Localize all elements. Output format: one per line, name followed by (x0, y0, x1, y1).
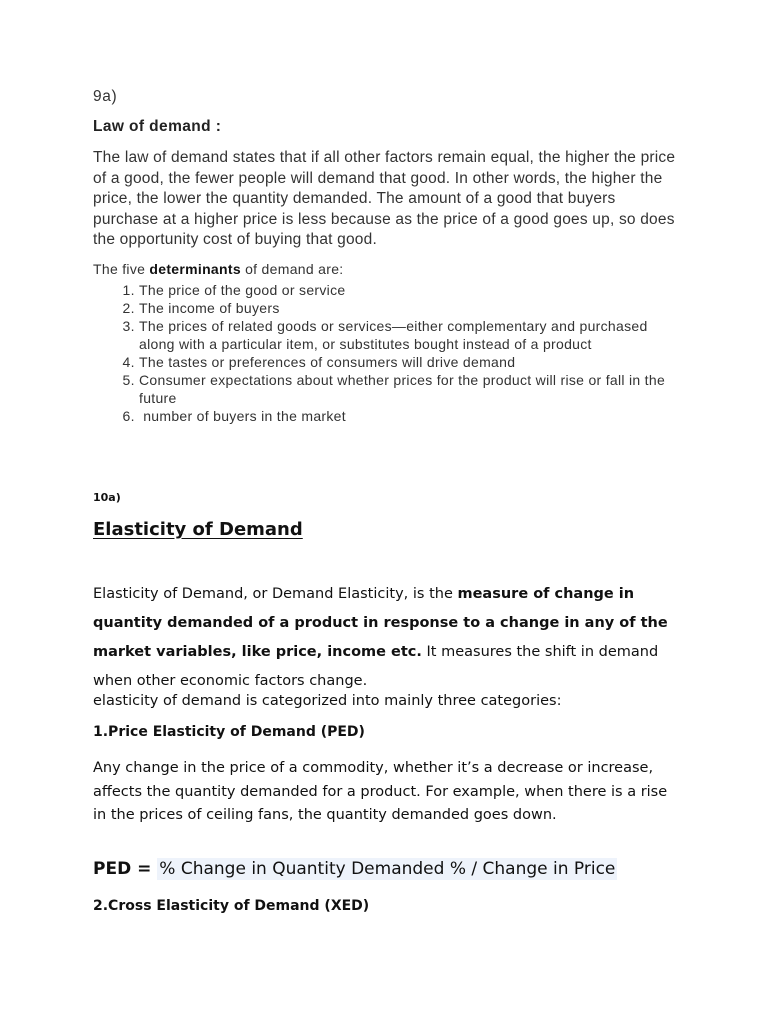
law-of-demand-heading: Law of demand : (93, 118, 222, 135)
elasticity-categories-intro: elasticity of demand is categorized into mainly three categories: (93, 693, 562, 709)
ped-formula-expression: % Change in Quantity Demanded % / Change in Price (159, 859, 616, 879)
determinants-intro-suffix: of demand are: (240, 261, 344, 277)
determinant-item: 5. Consumer expectations about whether prices for the product will rise or fall in the future (139, 371, 683, 407)
determinant-item: 6. number of buyers in the market (139, 407, 683, 425)
question-label-10a: 10a) (93, 491, 121, 504)
determinant-item: 2. The income of buyers (139, 299, 683, 317)
ped-paragraph: Any change in the price of a commodity, whether it’s a decrease or increase, affects the quantity demanded for a product. For example, when there is a rise in the prices of ceiling fans, the quantity demanded goes down. (93, 760, 668, 823)
elasticity-definition-bold: measure of change in quantity demanded of a product in response to a change in any of the market variables, like price, income etc. (93, 586, 668, 660)
determinants-intro (93, 261, 343, 277)
determinants-intro-bold: determinants (149, 261, 241, 277)
law-of-demand-paragraph: The law of demand states that if all other factors remain equal, the higher the price of a good, the fewer people will demand that good. In other words, the higher the price, the lower the quantity demanded. The amount of a good that buyers purchase at a higher price is less because as the price of a good goes up, so does the opportunity cost of buying that good. (93, 149, 676, 248)
elasticity-definition-start: Elasticity of Demand, or Demand Elasticity, is the (93, 586, 458, 602)
elasticity-definition-end: It measures the shift in demand (421, 644, 659, 660)
determinant-item: 1. The price of the good or service (139, 281, 683, 299)
question-label-9a: 9a) (93, 88, 118, 105)
ped-heading: 1.Price Elasticity of Demand (PED) (93, 724, 365, 740)
elasticity-heading: Elasticity of Demand (93, 519, 303, 540)
xed-heading: 2.Cross Elasticity of Demand (XED) (93, 898, 370, 914)
ped-formula-label: PED = (93, 859, 158, 879)
determinants-list (93, 281, 683, 425)
elasticity-definition-line2: when other economic factors change. (93, 673, 368, 689)
ped-formula (93, 859, 617, 879)
determinant-item: 3. The prices of related goods or services—either complementary and purchased along with a particular item, or substitutes bought instead of a product (139, 317, 683, 353)
elasticity-definition-paragraph (93, 580, 683, 667)
determinant-item: 4. The tastes or preferences of consumers will drive demand (139, 353, 683, 371)
determinants-intro-prefix: The five (93, 261, 150, 277)
